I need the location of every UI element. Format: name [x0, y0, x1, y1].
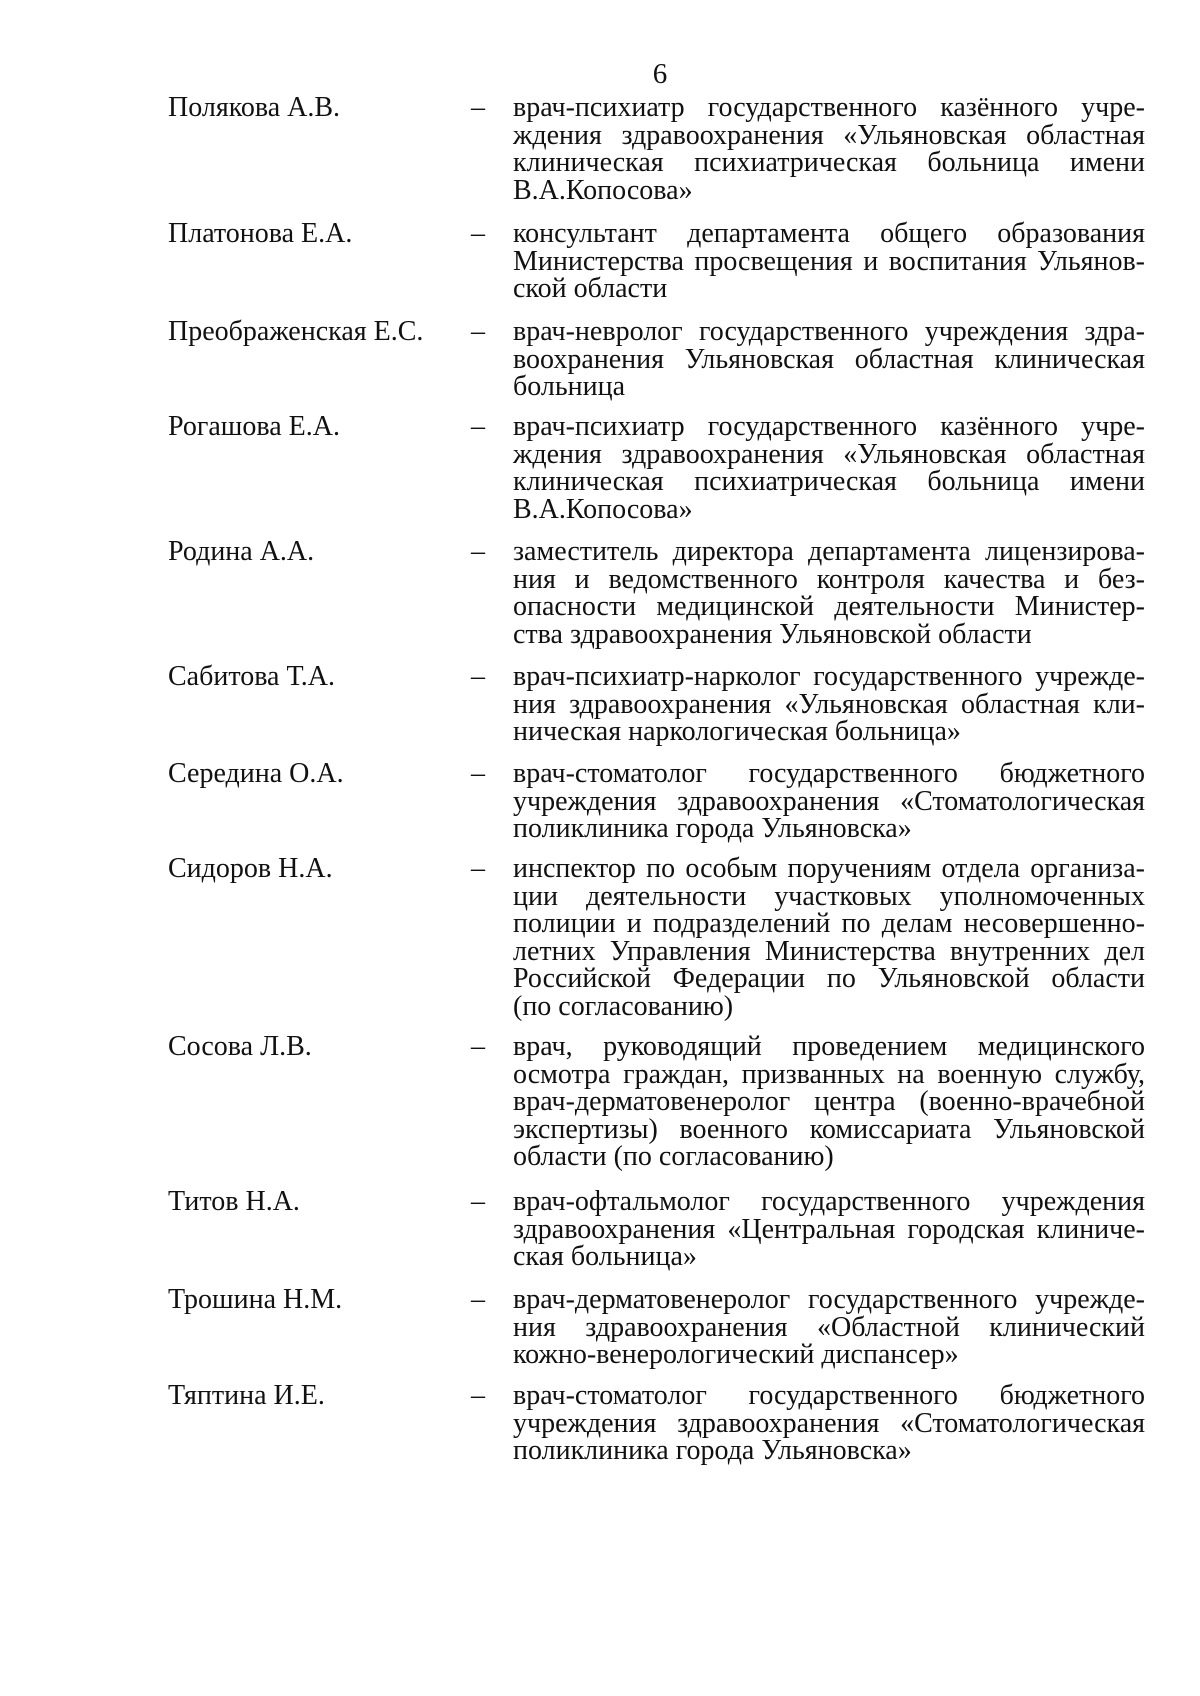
position-line: врач-стоматолог государственного бюджетного [513, 1380, 1145, 1411]
dash-separator: – [471, 661, 485, 692]
position-line: консультант департамента общего образования [513, 218, 1145, 249]
position-line: кожно-венерологический диспансер» [513, 1339, 959, 1370]
position-line: осмотра граждан, призванных на военную службу, [513, 1058, 1145, 1090]
position-line: больница [513, 371, 625, 402]
member-position [513, 1033, 1145, 1171]
position-line: ния и ведомственного контроля качества и без- [513, 563, 1145, 595]
position-line: врач-дерматовенеролог центра (военно-врачебной [513, 1086, 1145, 1117]
member-name: Титов Н.А. [168, 1186, 300, 1217]
position-line: поликлиника города Ульяновска» [513, 1435, 912, 1466]
position-line: ждения здравоохранения «Ульяновская областная [513, 438, 1145, 470]
position-line: поликлиника города Ульяновска» [513, 813, 912, 844]
position-line: врач-психиатр государственного казённого учре- [513, 411, 1145, 442]
position-line: летних Управления Министерства внутренних дел [513, 935, 1145, 967]
dash-separator: – [471, 853, 485, 884]
position-line: врач-стоматолог государственного бюджетного [513, 758, 1145, 789]
position-line: экспертизы) военного комиссариата Ульяновской [513, 1113, 1145, 1145]
dash-separator: – [471, 411, 485, 442]
position-line: врач-психиатр-нарколог государственного учрежде- [513, 661, 1145, 692]
member-name: Трошина Н.М. [168, 1284, 343, 1315]
member-position [513, 760, 1145, 843]
member-name: Полякова А.В. [168, 92, 341, 123]
position-line: области (по согласованию) [513, 1141, 834, 1172]
position-line: опасности медицинской деятельности Министер- [513, 591, 1145, 622]
member-name: Тяптина И.Е. [168, 1380, 325, 1411]
position-line: клиническая психиатрическая больница имени [513, 466, 1145, 497]
member-position [513, 538, 1145, 648]
position-line: Российской Федерации по Ульяновской области [513, 963, 1145, 994]
member-position [513, 413, 1145, 523]
member-position [513, 1188, 1145, 1271]
position-line: воохранения Ульяновская областная клиническая [513, 343, 1145, 375]
dash-separator: – [471, 316, 485, 347]
member-position [513, 220, 1145, 303]
member-position [513, 94, 1145, 204]
position-line: ническая наркологическая больница» [513, 716, 961, 747]
member-name: Сидоров Н.А. [168, 853, 333, 884]
position-line: ждения здравоохранения «Ульяновская областная [513, 119, 1145, 151]
dash-separator: – [471, 92, 485, 123]
position-line: В.А.Копосова» [513, 493, 693, 525]
position-line: ции деятельности участковых уполномоченных [513, 880, 1145, 912]
member-name: Середина О.А. [168, 758, 344, 789]
member-position [513, 1382, 1145, 1465]
position-line: врач-психиатр государственного казённого учре- [513, 92, 1145, 123]
member-position [513, 663, 1145, 746]
member-name: Платонова Е.А. [168, 218, 353, 249]
page-number: 6 [652, 58, 668, 90]
member-name: Преображенская Е.С. [168, 316, 424, 347]
member-name: Сабитова Т.А. [168, 661, 336, 692]
member-position [513, 1286, 1145, 1369]
position-line: ской области [513, 273, 668, 304]
position-line: полиции и подразделений по делам несовершенно- [513, 908, 1145, 939]
dash-separator: – [471, 1284, 485, 1315]
position-line: учреждения здравоохранения «Стоматологическая [513, 1407, 1145, 1439]
position-line: врач, руководящий проведением медицинского [513, 1031, 1145, 1062]
position-line: Министерства просвещения и воспитания Ульянов- [513, 245, 1145, 277]
dash-separator: – [471, 1186, 485, 1217]
position-line: ния здравоохранения «Ульяновская областная кли- [513, 688, 1145, 720]
position-line: ния здравоохранения «Областной клинический [513, 1311, 1145, 1343]
member-position [513, 318, 1145, 401]
dash-separator: – [471, 218, 485, 249]
position-line: ская больница» [513, 1241, 697, 1272]
member-position [513, 855, 1145, 1020]
member-name: Рогашова Е.А. [168, 411, 340, 442]
member-name: Родина А.А. [168, 536, 315, 567]
position-line: учреждения здравоохранения «Стоматологическая [513, 785, 1145, 817]
position-line: здравоохранения «Центральная городская клиниче- [513, 1213, 1145, 1245]
position-line: врач-невролог государственного учреждения здра- [513, 316, 1145, 347]
position-line: врач-дерматовенеролог государственного учрежде- [513, 1284, 1145, 1315]
position-line: (по согласованию) [513, 990, 734, 1022]
position-line: ства здравоохранения Ульяновской области [513, 618, 1032, 650]
position-line: заместитель директора департамента лицензирова- [513, 536, 1145, 567]
position-line: инспектор по особым поручениям отдела организа- [513, 853, 1145, 884]
dash-separator: – [471, 1380, 485, 1411]
position-line: клиническая психиатрическая больница имени [513, 147, 1145, 178]
position-line: В.А.Копосова» [513, 174, 693, 206]
dash-separator: – [471, 1031, 485, 1062]
dash-separator: – [471, 536, 485, 567]
member-name: Сосова Л.В. [168, 1031, 312, 1062]
dash-separator: – [471, 758, 485, 789]
position-line: врач-офтальмолог государственного учреждения [513, 1186, 1145, 1217]
